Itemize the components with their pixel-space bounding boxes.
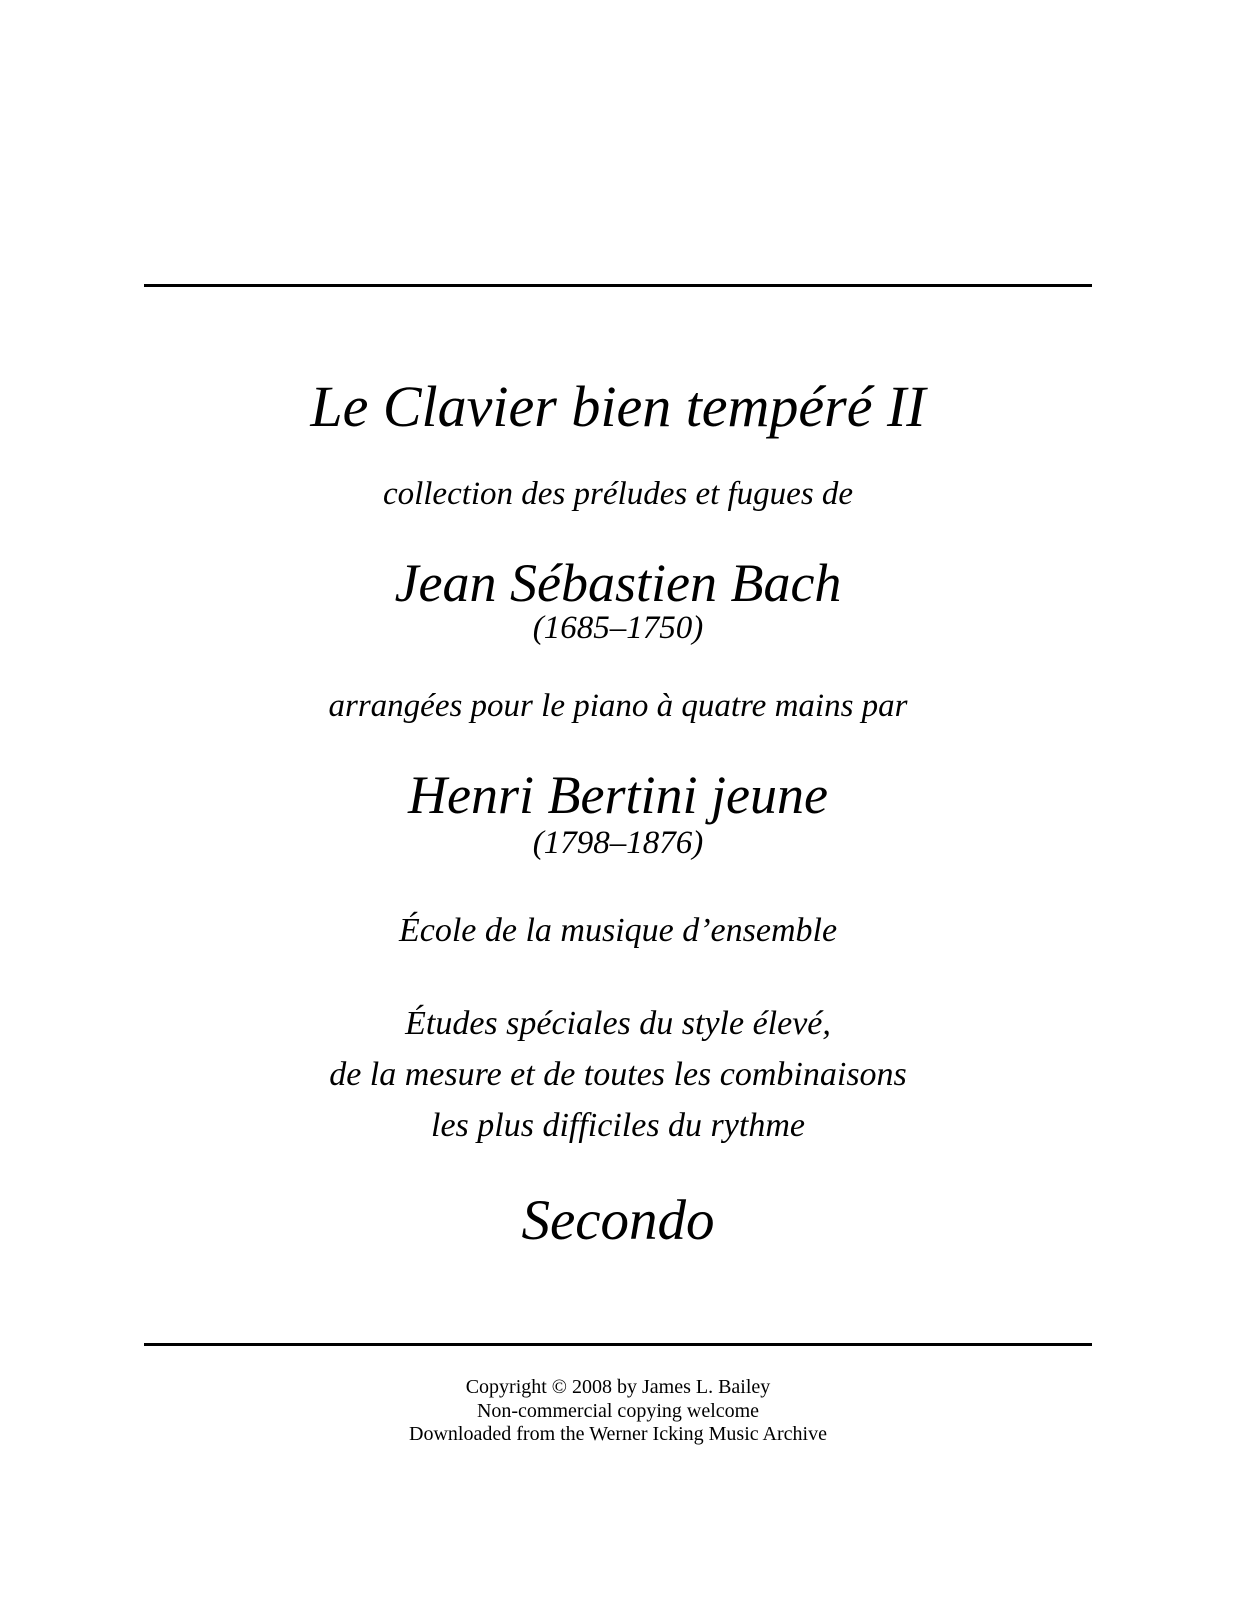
arranger-dates: (1798–1876) <box>532 825 704 861</box>
composer-dates: (1685–1750) <box>532 610 704 646</box>
series-title: École de la musique d’ensemble <box>398 912 838 949</box>
bottom-rule <box>144 1343 1092 1346</box>
description-line-3: les plus difficiles du rythme <box>431 1107 805 1144</box>
collection-subtitle: collection des préludes et fugues de <box>382 476 854 512</box>
part-name: Secondo <box>521 1189 715 1252</box>
description-line-1: Études spéciales du style élevé, <box>405 1005 831 1042</box>
page-title: Le Clavier bien tempéré II <box>310 374 926 439</box>
description-line-2: de la mesure et de toutes les combinaisons <box>329 1056 907 1093</box>
page-footer <box>0 1376 1236 1447</box>
top-rule <box>144 284 1092 287</box>
arranger-name: Henri Bertini jeune <box>408 765 828 825</box>
footer-copyright-line: Copyright © 2008 by James L. Bailey <box>465 1376 771 1398</box>
footer-source-line: Downloaded from the Werner Icking Music Archive <box>409 1423 827 1445</box>
composer-name: Jean Sébastien Bach <box>394 553 842 613</box>
footer-license-line: Non-commercial copying welcome <box>476 1399 760 1422</box>
arrangement-line: arrangées pour le piano à quatre mains par <box>328 688 908 724</box>
